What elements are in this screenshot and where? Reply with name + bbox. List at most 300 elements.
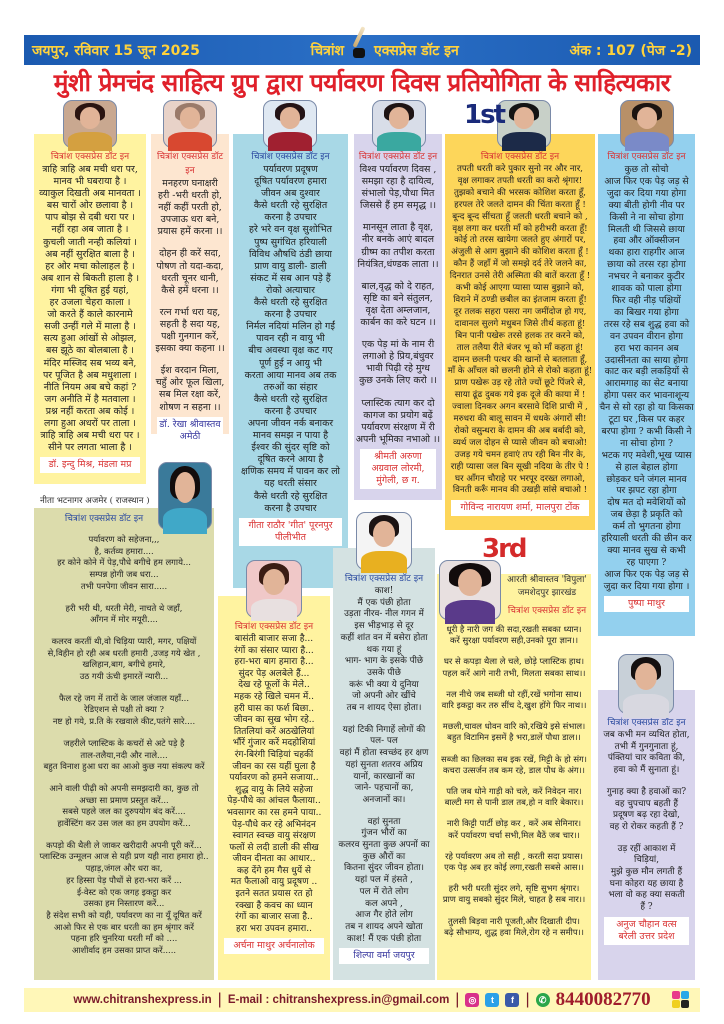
poem-text	[598, 730, 695, 914]
poem-line: रत्न गर्भा धरा यह,	[159, 306, 221, 318]
poem-line: पेड़-पौधे कर रहे अभिनंदन	[232, 819, 316, 830]
poem-line: बासंती बाजार सजा है...	[234, 634, 314, 644]
poem-line: हरा भरा कानन अब	[614, 342, 679, 354]
email-link[interactable]: E-mail : chitranshexpress.in@gmail.com	[227, 994, 450, 1006]
poem-line: उसके पीछे	[367, 667, 401, 678]
author-photo	[158, 462, 212, 530]
author-photo	[497, 100, 551, 148]
poem-text	[598, 164, 695, 593]
poem-line: हर उजला चेहरा काला ।	[49, 297, 131, 309]
poem-line: एक पेड़ मां के नाम री	[361, 339, 435, 351]
brand-left: चित्रांश	[310, 42, 345, 59]
poem-line: आने वाली पीढ़ी को अपनी समझदारी का, कुछ तो	[49, 782, 199, 793]
poem-line: पाप बोझ से दबी धरा पर ।	[45, 212, 135, 224]
poem-line: प्राण पखेरू उड़ रहे तोते ज्यों छूटे पिंजरे से,	[454, 378, 586, 389]
poem-line: व्यर्थ जल दोहन से प्यासे जीवन को बचाओ!	[452, 437, 588, 448]
poem-line: जीवन दीनता का आधार..	[232, 854, 316, 865]
poem-line: गुंजन भौरों का	[361, 828, 407, 839]
stanza-gap	[34, 830, 214, 840]
author-photo	[163, 100, 217, 148]
poem-line: बिन पानी पखेरू तरसे हलक तर करने को,	[455, 330, 585, 341]
poem-line: यहां पल में हंसते ,	[355, 875, 413, 886]
poem-line: हरा-भरा बाग हमारा है...	[234, 657, 314, 668]
poem-line: लगा हुआ अधरों पर ताला ।	[44, 417, 136, 429]
poem-line: मरुधरा की बालू सावन में धधके अंगारों सी!	[453, 414, 587, 425]
poem-line: काश!	[374, 586, 394, 596]
stanza-gap	[354, 388, 442, 398]
poem-line: मछली,चावल धोवन वारि को,रखिये इसे संभाल।	[442, 721, 586, 732]
poem-line: विविध औषधि ठंडी छाया	[249, 248, 332, 260]
poem-line: जो अपनी ओर खींचे	[352, 691, 416, 702]
poem-card	[445, 134, 595, 530]
poem-line: पक्षी गुनगान करें,	[161, 331, 219, 343]
poem-line: तरुओं का संहार	[263, 381, 318, 393]
poem-text	[445, 164, 595, 497]
poem-line: भटक गए मवेशी,भूख प्यास	[601, 449, 692, 461]
poem-line: हरी भरी धरती सुंदर लगे, सृष्टि सुभग श्रृंगार।	[448, 883, 580, 894]
poem-line: कोई तो तरस खायेगा जलते हुए अंगारों पर,	[454, 235, 586, 246]
poem-line: निर्मल नदियां मलिन हो गईं	[246, 321, 335, 333]
phone-number[interactable]: 8440082770	[555, 989, 651, 1010]
brand-tag: चित्रांश एक्सप्रेस डॉट इन	[64, 514, 144, 524]
poem-line: विनती करूँ मानव की उखड़ी सांसे बचाओ !	[452, 485, 588, 496]
whatsapp-icon: ✆	[536, 993, 550, 1007]
author-photo	[263, 100, 317, 148]
poem-line: पल में रोते लोग	[359, 886, 409, 897]
poem-line: है संदेश सभी को यही, पर्यावरण का ना यूँ दूषित करें	[46, 909, 202, 920]
stanza-gap	[151, 238, 229, 248]
poem-line: वृक्ष लगाकर तपती धरती का करो श्रृंगार!	[457, 175, 583, 186]
poem-line: जीवन का रस यहीं घुला है	[232, 761, 316, 772]
poem-line: संभालो पेड़,पौधा मित	[361, 188, 435, 200]
poem-line: पर पूजित है अब मधुशाला ।	[42, 369, 138, 381]
poem-line: शावक को पाला होगा	[611, 283, 682, 295]
first-place-badge: 1st	[464, 100, 504, 130]
poem-line: क्या मानव सुख से कभी	[607, 545, 686, 556]
brand-tag: चित्रांश एक्सप्रेस डॉट इन	[480, 152, 560, 162]
poem-line: कैसे धरती रहे सुरक्षित	[253, 393, 328, 405]
masthead-bar	[24, 35, 700, 65]
poem-line: उपजाऊ धरा बने,	[160, 214, 220, 226]
poem-line: भौंरें गुंजार करें मदहोशियां	[232, 738, 316, 749]
poem-line: रहे पर्यावरण अब तो सही , करती सदा प्रयास।	[445, 850, 583, 861]
poem-line: नहीं कहीं परती हो,	[158, 202, 222, 214]
poem-line: जिससे हैं हम समृद्ध ।।	[359, 200, 437, 212]
stanza-gap	[151, 355, 229, 365]
poem-line: रह पाएगा ?	[626, 556, 667, 568]
stanza-gap	[437, 711, 591, 721]
poem-line: टूटा घर ,किस पर कहर	[608, 414, 685, 426]
poem-line: मुझे कुछ मौन लगती हैं	[610, 867, 683, 878]
poem-line: तब न शायद अपने खोता	[345, 921, 423, 932]
poem-text	[151, 178, 229, 414]
poem-line: बस चारों ओर छलावा है ।	[46, 200, 134, 212]
edition-date: जयपुर, रविवार 15 जून 2025	[32, 42, 200, 59]
poem-line: छाया को तरस रहा होगा	[607, 259, 686, 271]
poem-line: सब मिल रक्षा करें,	[158, 389, 222, 401]
poem-line: हरी भरी थी, धरती मेरी, नाचते थे जहाँ,	[65, 602, 183, 613]
poem-line: कर्म तो भुगतना होगा	[612, 521, 681, 533]
facebook-icon[interactable]: f	[505, 993, 519, 1007]
poem-line: क्या बीती होगी नीव पर	[608, 199, 685, 211]
poem-line: बरपा होगा ? कभी किसी ने	[601, 425, 692, 437]
poem-line: का बिखर गया होगा	[614, 306, 679, 318]
poem-line: नष्ट हो गये, प्र.ति के रखवाले कीट,पतंगे सारे....	[52, 716, 196, 727]
poem-line: छोड़कर घने जंगल मानव	[606, 473, 687, 485]
poem-line: वारि इकट्ठा कर तरु सींच दे,खुश होंगे फिर नाथ।।	[441, 700, 587, 711]
poem-line: ईश वरदान मिला,	[160, 365, 220, 377]
poem-line: से,विहीन हो रही अब धरती हमारी ,उजड़ गये खेत ,	[47, 647, 201, 658]
poem-line: पूर्ण हुई न आयु भी	[259, 357, 322, 369]
poem-line: जीवन का सुख भोग रहे..	[233, 715, 315, 726]
poem-line: पावन रही न वायु भी	[256, 333, 325, 345]
poem-line: राही प्यासा जल बिन सूखी नदिया के तीर पे !	[450, 461, 590, 472]
poem-line: क्षणिक समय में पावन कर लो	[240, 466, 340, 478]
stanza-gap	[437, 744, 591, 754]
stanza-gap	[437, 808, 591, 818]
brand-tag: चित्रांश एक्सप्रेस डॉट इन	[234, 622, 314, 632]
poem-line: बाल्टी मग से पानी डाल तब,हो न वारि बेकार।।	[444, 797, 584, 808]
poem-line: मैं एक पंछी होता	[357, 597, 411, 608]
stanza-gap	[598, 834, 695, 844]
poem-line: नभचर ने बनाकर कुटीर	[608, 271, 685, 283]
poem-line: आरामगाह का सेट बनाया	[605, 378, 688, 390]
poem-line: चैन से सो रहा हो या किसका	[599, 402, 694, 414]
poem-line: जीवन अब दुश्वार	[261, 188, 320, 200]
poem-line: तब न शायद ऐसा होता।	[346, 703, 422, 714]
poem-line: अंजुली से आग बुझाने की कोशिश करता हूँ !	[451, 247, 589, 258]
brand-tag: चित्रांश एक्सप्रेस डॉट इन	[358, 152, 438, 162]
poem-line: इसका क्या कहना ।।	[155, 343, 225, 355]
poem-line: करना है उपचार	[264, 502, 317, 514]
brand-logo	[311, 41, 459, 60]
author-name: गोविन्द नारायण शर्मा, मालपुरा टोंक	[451, 500, 589, 516]
stanza-gap	[34, 626, 214, 636]
poem-line: ना सोचा होगा ?	[620, 437, 673, 449]
poem-line: करें सुरक्षा पर्यावरण सही,उनको पूरा ज्ञान।।	[449, 635, 578, 646]
poem-line: दामन छलनी पत्थर की खानों से बतलाता हूँ,	[452, 354, 588, 365]
poem-line: दूषित करने आया है	[257, 454, 324, 466]
poem-line: शोषण न सहना ।।	[159, 401, 221, 413]
contact-footer	[24, 988, 700, 1012]
poem-line: प्रश्न नहीं करता अब कोई ।	[45, 405, 135, 417]
poem-line: सब्जी का छिलका सब इक रखें, मिट्टी के हो संग।	[441, 753, 587, 764]
poem-line: हरी घास का फर्श बिछा..	[233, 703, 315, 714]
poem-line: महक रहे खिले चमन में..	[234, 691, 314, 702]
poem-line: कहीं शांत वन में बसेरा होता	[340, 632, 428, 643]
poem-line: कल अपने ,	[365, 898, 403, 909]
poem-line: करूं भी क्या ये दुनिया	[349, 679, 419, 690]
author-name: शिल्पा वर्मा जयपुर	[339, 948, 429, 964]
poem-line: अपना जीवन नर्क बनाकर	[247, 417, 334, 429]
poem-line: यह धरती संसार	[264, 478, 317, 490]
instagram-icon[interactable]: ◎	[465, 993, 479, 1007]
poem-line: प्रयास हमें करना ।।	[157, 226, 223, 238]
brand-tag: चित्रांश एक्सप्रेस डॉट इन	[344, 574, 424, 584]
author-name: गीता राठौर 'गीत' पूरनपुर पीलीभीत	[239, 518, 342, 546]
poem-line: करता आया मानव अब तक	[244, 369, 337, 381]
stanza-gap	[354, 212, 442, 222]
poem-line: धूरी है नारी जग की सदा,रखती सबका ध्यान।	[446, 624, 582, 634]
poem-line: तभी पनपेगा जीवन सारा.....	[80, 580, 168, 591]
poem-line: पर्यावरण संरक्षण में री	[361, 421, 435, 433]
poem-line: कौन हैं जहाँ में जो समझे दर्द तेरे जलने का,	[453, 259, 587, 270]
poem-card	[354, 134, 442, 500]
stanza-gap	[34, 773, 214, 783]
poem-line: बहुत विटामिन इसमें है भरा,डालें पौधा डाल।।	[447, 732, 581, 743]
poem-line: करना है उपचार	[264, 212, 317, 224]
author-name: अर्चना माथुर अर्चनालोक	[224, 938, 324, 954]
poem-line: कैसे धरती रहे सुरक्षित	[253, 200, 328, 212]
poem-line: उड़ता नीरव- नील गगन में	[344, 609, 424, 620]
poem-line: पेड़-पौधे का आंचल फैलाया..	[227, 796, 321, 807]
author-photo	[246, 560, 302, 618]
author-photo	[618, 654, 674, 714]
poem-line: दिनरात उनसे तेरी अस्मिता की बातें करता हूँ !	[449, 271, 591, 282]
poem-text	[233, 164, 348, 515]
poem-line: भवसागर का रस हमने पाया..	[226, 807, 322, 818]
poem-line: सृष्टि का बने संतुलन,	[363, 292, 433, 304]
poem-line: फिर वही नीड़ पक्षियों	[612, 294, 681, 306]
butterfly-logo-icon	[672, 991, 690, 1009]
poem-text	[354, 164, 442, 446]
poem-line: वृक्ष देता अम्लजान,	[365, 304, 431, 316]
poem-card	[218, 596, 330, 980]
poem-line: रक्खा है कवच का ध्यान	[235, 900, 313, 911]
poem-line: नारी किट्टी पार्टी छोड़ कर , करें अब सेमिनार।	[446, 818, 582, 829]
poem-line: त्राहि त्राहि अब मची धरा पर ।	[40, 430, 140, 442]
twitter-icon[interactable]: t	[485, 993, 499, 1007]
poem-line: घर आँगन चौराहे पर भरपूर दरख्त लगाओ,	[455, 473, 585, 484]
poem-line: समझा रहा है दायित्व,	[361, 176, 435, 188]
poem-line: पंक्तियां चार कविता की,	[607, 753, 686, 764]
poem-line: त्राहि त्राहि अब मची धरा पर,	[42, 164, 138, 175]
stanza-gap	[437, 841, 591, 851]
poem-line: हर कोने कोने में पेड़,पौधे बगीचे हम लगाये...	[57, 557, 191, 568]
poem-line: रंग-बिरंगी चिड़ियां चहकीं	[234, 749, 314, 760]
poem-line: उजड़ गये चमन हवाएं तप रही बिन नीर के,	[454, 449, 586, 460]
poem-line: हरा भरा उपवन हमारा..	[236, 923, 312, 934]
poem-card	[437, 574, 591, 980]
poem-line: मनहरण घनाक्षरी	[162, 178, 218, 189]
stanza-gap	[333, 807, 435, 817]
poem-line: आज फिर एक पेड़ जड़ से	[604, 175, 689, 187]
poem-line: ताल तलैया रीते बंजर भू को माँ कहता हूं!	[456, 342, 584, 353]
poem-card	[598, 134, 695, 636]
poem-line: तुलसी बिड़वा नारी पूजती,और दिखाती दीप।	[448, 915, 580, 926]
stanza-gap	[437, 679, 591, 689]
poem-line: आँगन में मोर मयूरी....	[90, 614, 158, 625]
poem-line: हर हिस्सा पेड़ पौधों से हरा-भरा करें ...	[66, 874, 182, 885]
poem-line: सम्पन्न होगी जब धरा...	[89, 569, 159, 580]
brand-tag: चित्रांश एक्सप्रेस डॉट इन	[251, 152, 330, 162]
poem-card	[598, 690, 695, 980]
poem-line: व्याकुल दिखती अब मानवता ।	[39, 188, 141, 200]
poem-line: ईश्वर की सुंदर सृष्टि को	[251, 442, 330, 454]
poem-line: पुष्प सुगंधित हरियाली	[254, 236, 327, 248]
stanza-gap	[34, 728, 214, 738]
brand-tag: चित्रांश एक्सप्रेस डॉट इन	[607, 718, 686, 728]
stanza-gap	[34, 593, 214, 603]
poem-line: भला वो कह क्या सकती	[608, 890, 685, 901]
poem-line: हार्वेस्टिंग कर उस जल का हम उपयोग करें...	[57, 818, 191, 829]
page-headline: मुंशी प्रेमचंद साहित्य ग्रुप द्वारा पर्यावरण दिवस प्रतियोगिता के साहित्यकार	[53, 68, 671, 97]
poem-line: थका हारा राहगीर आज	[608, 247, 685, 259]
poem-line: तभी मैं गुनगुनाता हूं,	[614, 741, 679, 752]
poem-line: रोको अत्याचार	[266, 284, 315, 296]
poem-line: तितलियां करें अठखेलियां	[233, 726, 315, 737]
author-name: आरती श्रीवास्तव 'विपुला' जमशेदपुर झारखंड	[507, 575, 587, 598]
poem-line: मानसून लाता है वृक्ष,	[362, 222, 434, 234]
poem-line: यहां सुनता शतरव अप्रिय	[345, 759, 423, 770]
poem-line: रेडिएशन से पक्षी तो क्या ?	[84, 704, 164, 715]
author-name: डॉ. इन्दु मिश्र, मंडला मप्र	[40, 457, 140, 473]
poem-line: इस भीड़भाड़ से दूर	[354, 621, 414, 632]
poem-line: मानव भी घबराया है ।	[53, 176, 127, 188]
poem-line: प्राण वायु सबको सुंदर मिले, चाहत है सब नार।।	[442, 894, 586, 905]
stanza-gap	[151, 297, 229, 307]
poem-line: सबसे पहले जल का दुरुपयोग बंद करें....	[62, 806, 186, 817]
poem-line: किसी ने ना सोचा होगा	[609, 211, 684, 223]
poem-line: जब कभी मन व्यथित होता,	[603, 730, 690, 740]
poem-line: पहल करें आगे नारी तभी, मिलता सबका साथ।।	[442, 667, 586, 678]
poem-line: करें पर्यावरण चर्चा सभी,मिल बैठें जब चार।।	[448, 829, 580, 840]
poem-line: अब नहीं सुरक्षित बाला है ।	[45, 248, 135, 260]
poem-line: हरियाली धरती की छीन कर	[601, 533, 692, 545]
poem-line: भाग- भाग के इसके पीछे	[344, 656, 424, 667]
poem-line: पहना हरि चुनरिया धरती माँ को ....	[70, 933, 178, 944]
poem-text	[333, 586, 435, 945]
stanza-gap	[34, 683, 214, 693]
poem-line: आज फिर एक पेड़ जड़ से	[604, 568, 689, 580]
author-name: डॉ. रेखा श्रीवास्तव अमेठी	[157, 417, 223, 445]
brand-right: एक्सप्रेस डॉट इन	[374, 42, 459, 59]
poem-line: होगा पसर कर भावनाशून्य	[603, 390, 690, 402]
poem-line: अपनी भूमिका नभाओ ।।	[355, 433, 441, 445]
poem-line: हरे भरे वन वृक्ष सुशोभित	[248, 224, 332, 236]
website-link[interactable]: www.chitranshexpress.in	[73, 994, 212, 1006]
stanza-gap	[354, 271, 442, 281]
poem-line: पर्यावरण को हमने सजाया..	[229, 773, 319, 784]
poem-line: पति जब धोने गाड़ी को चले, करें निवेदन नार।	[446, 786, 582, 797]
poem-line: उसका हम निस्तारण करें...	[83, 898, 165, 909]
poem-line: सुंदर पेड़ अलबेले हैं...	[238, 668, 310, 679]
poem-line: पल- पल	[370, 736, 398, 747]
stanza-gap	[437, 906, 591, 916]
quill-inkpot-icon	[350, 26, 368, 58]
poem-text	[34, 164, 146, 454]
poem-line: कैसे धरती रहे सुरक्षित	[253, 297, 328, 309]
stanza-gap	[354, 329, 442, 339]
poem-line: कितना सुंदर जीवन होता।	[344, 863, 424, 874]
poem-line: वहां मैं होता स्वच्छंद हर क्षण	[339, 748, 429, 759]
poem-line: प्राण वायु डाली- डाली	[254, 260, 327, 272]
author-photo	[620, 100, 674, 148]
poem-line: हवा को मैं सुनाता हूं।	[613, 765, 680, 776]
poem-line: कुछ उनके लिए करो ।।	[359, 375, 437, 387]
poem-line: हर ओर मचा कोलाहल है ।	[45, 260, 135, 272]
poem-card	[233, 134, 348, 588]
poem-line: थक गया हूं	[366, 644, 402, 655]
poem-line: रोको वसुन्धरा के दामन की अब बर्बादी को,	[454, 425, 586, 436]
poem-line: रंगों का संसार प्यारा है...	[234, 645, 314, 656]
poem-line: फलों से लदी डाली की सीख	[229, 842, 319, 853]
poem-line: गंगा भी दूषित हुई यहां,	[51, 284, 129, 296]
poem-line: घना कोहरा यह छाया है	[609, 878, 684, 889]
poem-card	[333, 548, 435, 980]
poem-line: कागज का प्रयोग बढ़ें	[363, 409, 433, 421]
poem-line: सीने पर लगता भाला है ।	[48, 442, 132, 454]
issue-number: अंक : 107 (पेज -2)	[569, 42, 692, 59]
poem-line: मिलती थी जिससे छाया	[608, 223, 685, 235]
poem-line: प्रदूषण बढ़ रहा देखो,	[613, 810, 680, 821]
poem-line: मंदिर मस्जिद सब भव्य बने,	[43, 357, 137, 369]
poem-line: उड़ रहीं आकाश में	[617, 843, 676, 854]
stanza-gap	[437, 646, 591, 656]
poem-line: बाल,वृद्ध को दे राहत,	[361, 280, 435, 292]
poem-line: कचरा उत्सर्जन तब कम रहे, डाल पौध के अंग।।	[443, 764, 585, 775]
poem-line: पोषण तो यदा-कदा,	[156, 260, 224, 272]
poem-line: जब छेड़ा है प्रकृति को	[610, 509, 683, 521]
poem-line: इतने सतत प्रयास रत हो	[235, 889, 313, 900]
poem-card	[34, 134, 146, 484]
poem-line: पर झपट रहा होगा	[616, 485, 677, 497]
poem-line: साया ढूंढ दुबक गये इक दूजे की काया में !	[454, 390, 586, 401]
poem-text	[437, 624, 591, 938]
poem-line: फैल रहे जग में तारों के जाल जंजाल यहाँ...	[58, 692, 189, 703]
poem-line: कैसे धरती रहे सुरक्षित	[253, 490, 328, 502]
brand-tag: चित्रांश एक्सप्रेस डॉट इन	[607, 152, 686, 162]
poem-line: उदासीनता का साया होगा	[605, 354, 688, 366]
poem-line: ज्वाला दिनकर अगन बरसावे दिशि प्राची में ,	[452, 402, 588, 413]
poem-line: कुछ तो सोचो	[624, 164, 669, 175]
poem-line: एक पेड़ अब हर कोई लगा,रखती सबसे आस।।	[444, 862, 584, 873]
poem-line: कैसे हमें धरना ।।	[161, 284, 219, 296]
poem-line: आओ फिर से एक बार धरती का हम श्रृंगार करें	[54, 921, 194, 932]
author-photo	[372, 100, 426, 148]
poem-line: विराने में ठण्डी छबील का इंतजाम करता हूँ!	[453, 294, 587, 305]
poem-line: जुदा कर दिया गया होगा	[606, 187, 687, 199]
poem-line: यानों, कारखानों का	[353, 771, 415, 782]
poem-line: काट कर बड़ी लकड़ियों से	[604, 366, 689, 378]
poem-line: चहुँ ओर फूल खिला,	[155, 377, 225, 389]
poem-line: करना है उपचार	[264, 309, 317, 321]
author-name: नीता भटनागर अजमेर ( राजस्थान )	[40, 496, 150, 506]
poem-line: सहती है सदा यह,	[159, 318, 221, 330]
poem-line: कुछ औरों का	[362, 851, 406, 862]
poem-line: वह चुपचाप बहती हैं	[614, 798, 679, 809]
poem-line: रंगों का बाजार सजा है..	[235, 912, 313, 923]
poem-text	[218, 634, 330, 935]
poem-line: ई-वेस्ट को एक जगह इकट्ठा कर	[76, 886, 172, 897]
poem-card	[151, 134, 229, 442]
divider: |	[217, 991, 222, 1008]
poem-line: बीच अवस्था वृक्ष कट गए	[248, 345, 333, 357]
poem-line: खलिहान,बाग, बगीचे हमारे,	[82, 659, 166, 670]
poem-line: अच्छा सा प्रमाण प्रस्तुत करें...	[79, 794, 169, 805]
poem-line: ताल-तलैया,नदी और नाले....	[80, 749, 168, 760]
poem-line: कलरव करतीं थी,वो चिड़िया प्यारी, मगर, पक्षियों	[51, 635, 197, 646]
poem-line: तुझको बचाने की भरसक कोशिश करता हूँ,	[453, 187, 587, 198]
poem-line: है, कर्तव्य हमारा....	[94, 545, 154, 556]
poem-line: जुदा कर दिया गया होगा ।	[603, 580, 690, 592]
poem-line: नीति नियम अब बचे कहां ?	[43, 381, 137, 393]
poem-line: देख रहे फूलों के मेले..	[238, 680, 310, 691]
brand-tag: चित्रांश एक्सप्रेस डॉट इन	[50, 152, 130, 162]
poem-line: कपड़ो की थैली ले जाकर खरीदारी अपनी पूरी करें...	[46, 839, 202, 850]
poem-line: हैं ?	[640, 902, 653, 913]
poem-line: सजी उन्हीं गले में माला है ।	[44, 321, 136, 333]
